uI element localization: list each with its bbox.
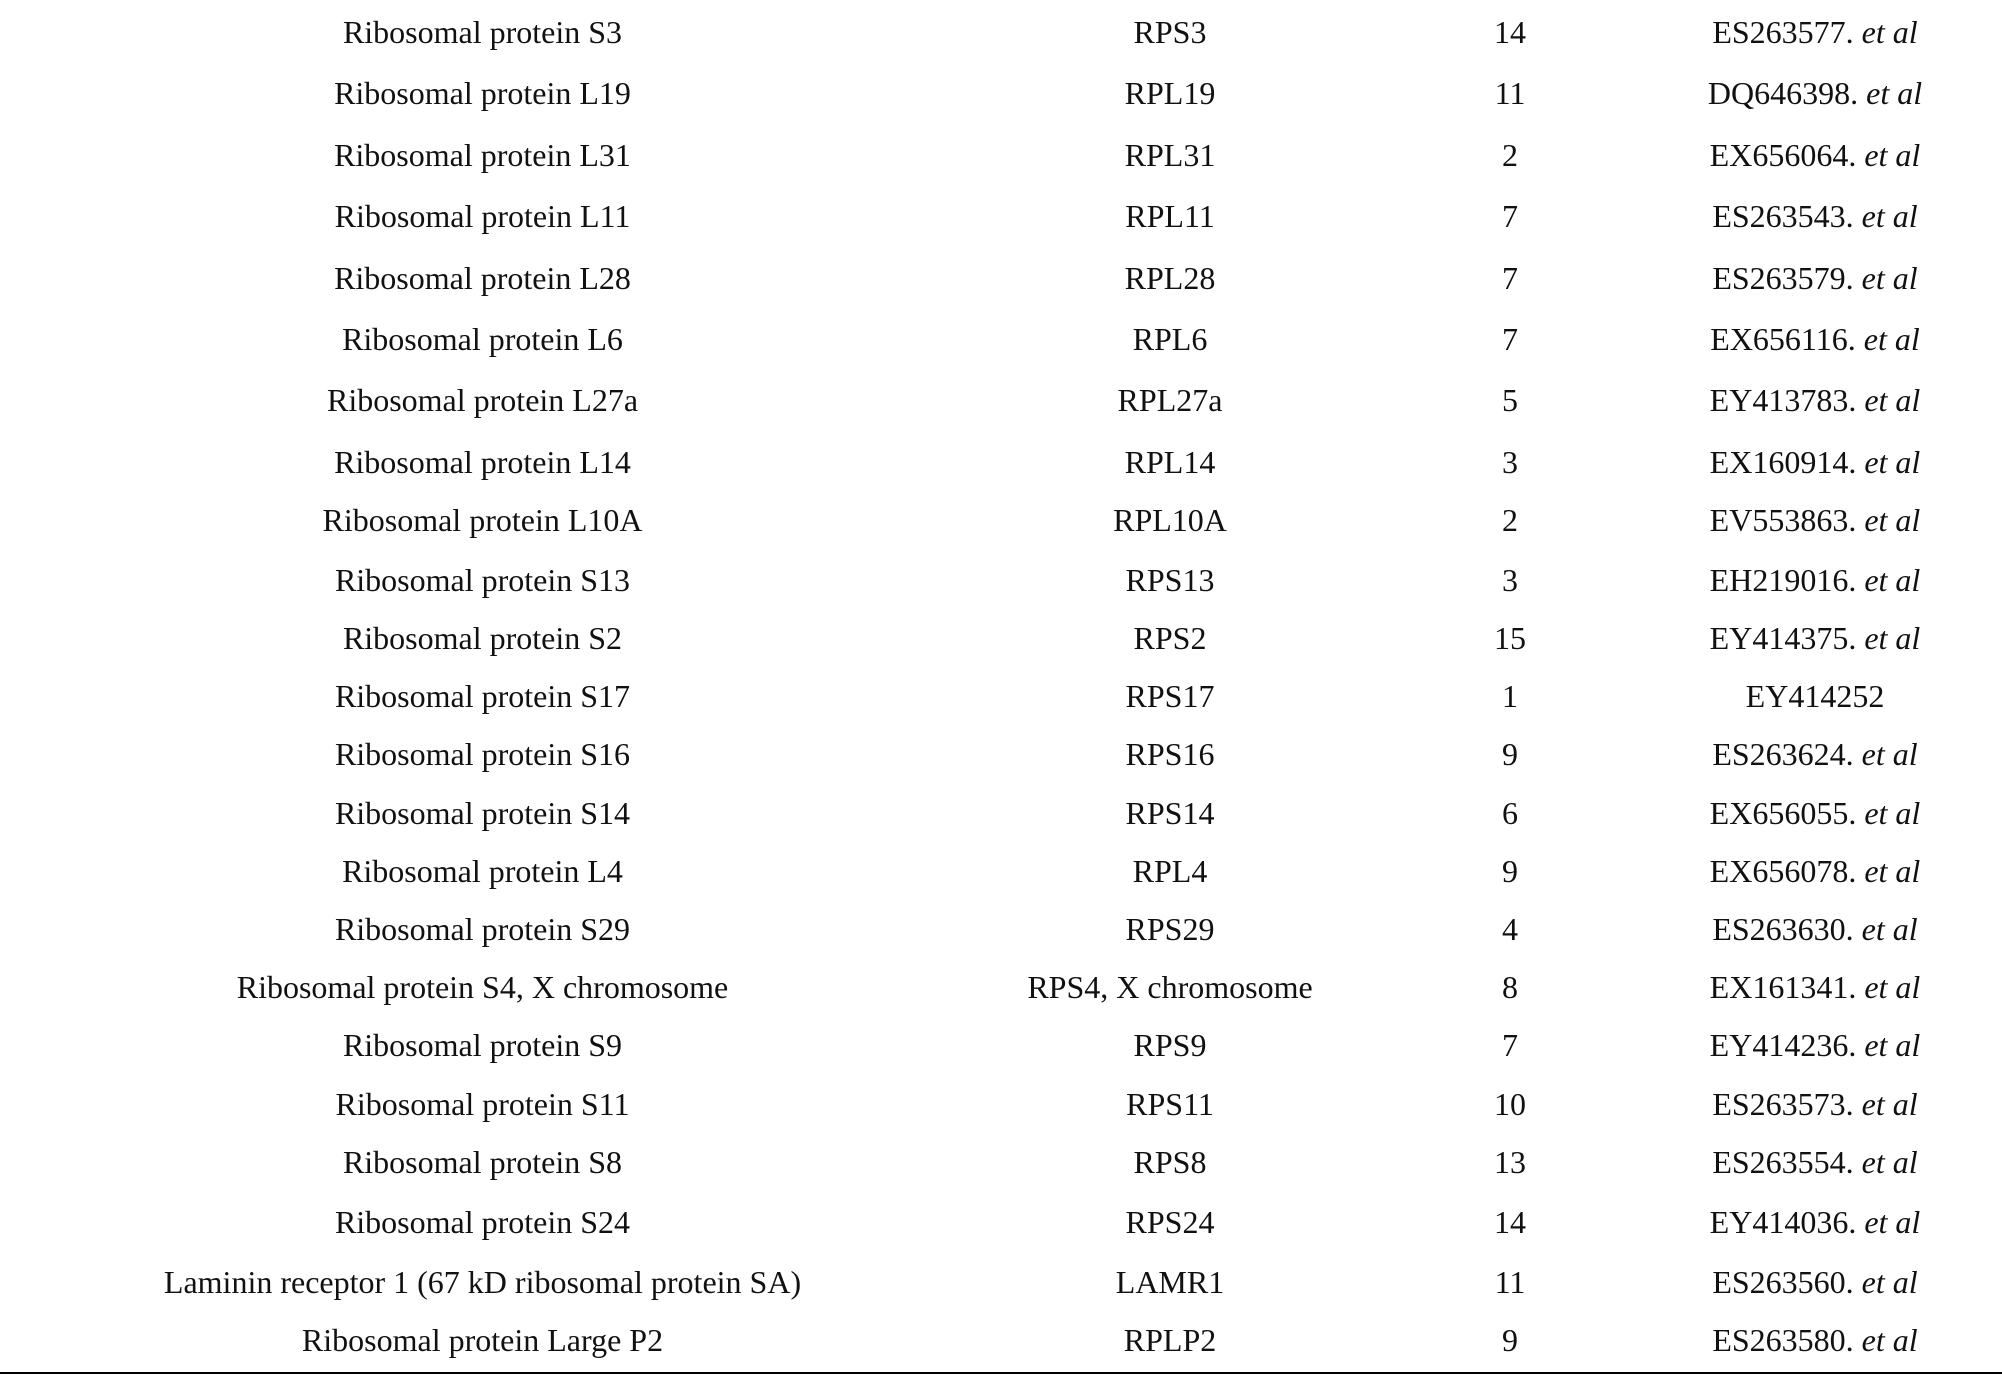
accession-cell [1620,249,2002,307]
accession-number: ES263554. [1712,1144,1854,1180]
est-count: 3 [1502,444,1518,480]
accession-number: EY414375. [1709,620,1857,656]
table-row [0,3,2002,61]
et-al-suffix: et al [1864,502,1921,538]
est-count: 9 [1502,736,1518,772]
gene-symbol: RPS17 [1125,678,1215,714]
accession-number: DQ646398. [1707,75,1859,111]
est-count: 8 [1502,969,1518,1005]
gene-symbol: RPL4 [1132,853,1208,889]
table-bottom-rule [0,1372,2002,1374]
gene-symbol: RPL11 [1125,198,1215,234]
gene-symbol: RPS2 [1133,620,1207,656]
est-count: 11 [1494,1264,1526,1300]
et-al-suffix: et al [1864,382,1921,418]
gene-symbol: RPS3 [1133,14,1207,50]
gene-symbol: LAMR1 [1115,1264,1225,1300]
protein-name: Ribosomal protein Large P2 [301,1322,664,1358]
protein-name: Ribosomal protein L4 [342,853,623,889]
accession-number: ES263577. [1712,14,1854,50]
protein-name: Ribosomal protein S29 [334,911,631,947]
gene-symbol: RPS4, X chromosome [1027,969,1313,1005]
accession-number: ES263630. [1712,911,1854,947]
et-al-suffix: et al [1864,137,1921,173]
table-row [0,433,2002,491]
est-count: 9 [1502,1322,1518,1358]
gene-symbol: RPS29 [1125,911,1215,947]
est-count: 11 [1494,75,1526,111]
gene-symbol: RPS14 [1125,795,1215,831]
table-row [0,1193,2002,1251]
accession-cell [1620,491,2002,549]
table-row [0,900,2002,958]
accession-cell [1620,609,2002,667]
accession-cell [1620,310,2002,368]
accession-number: EY414236. [1709,1027,1857,1063]
est-count: 7 [1502,321,1518,357]
table-row [0,725,2002,783]
accession-cell [1620,784,2002,842]
et-al-suffix: et al [1864,1204,1921,1240]
et-al-suffix: et al [1863,321,1920,357]
accession-number: EX656116. [1710,321,1856,357]
accession-cell [1620,1075,2002,1133]
protein-name: Ribosomal protein S2 [342,620,623,656]
est-count: 13 [1494,1144,1526,1180]
et-al-suffix: et al [1861,1264,1918,1300]
est-count: 14 [1494,14,1526,50]
accession-cell [1620,1016,2002,1074]
accession-number: EY414252 [1745,678,1885,714]
table-row [0,784,2002,842]
accession-number: EX161341. [1709,969,1857,1005]
table-row [0,187,2002,245]
accession-cell [1620,1311,2002,1369]
table-row [0,958,2002,1016]
accession-cell [1620,1193,2002,1251]
table-row [0,842,2002,900]
table-row [0,1311,2002,1369]
est-count: 7 [1502,1027,1518,1063]
gene-symbol: RPS9 [1133,1027,1207,1063]
gene-symbol: RPL19 [1124,75,1216,111]
accession-cell [1620,371,2002,429]
accession-cell [1620,958,2002,1016]
gene-symbol: RPS24 [1125,1204,1215,1240]
est-count: 7 [1502,260,1518,296]
et-al-suffix: et al [1861,1144,1918,1180]
protein-name: Ribosomal protein S17 [334,678,631,714]
table-row [0,371,2002,429]
protein-name: Ribosomal protein S16 [334,736,631,772]
et-al-suffix: et al [1861,911,1918,947]
est-count: 6 [1502,795,1518,831]
gene-symbol: RPS11 [1126,1086,1214,1122]
protein-name: Ribosomal protein L11 [334,198,631,234]
accession-cell [1620,433,2002,491]
accession-number: ES263580. [1712,1322,1854,1358]
table-row [0,249,2002,307]
accession-cell [1620,551,2002,609]
est-count: 10 [1494,1086,1526,1122]
accession-cell [1620,842,2002,900]
protein-name: Ribosomal protein S4, X chromosome [236,969,729,1005]
protein-name: Ribosomal protein L31 [334,137,631,173]
table-row [0,310,2002,368]
accession-number: EY414036. [1709,1204,1857,1240]
et-al-suffix: et al [1864,1027,1921,1063]
est-count: 9 [1502,853,1518,889]
protein-name: Ribosomal protein S3 [342,14,623,50]
accession-cell [1620,3,2002,61]
est-count: 4 [1502,911,1518,947]
accession-number: EX656064. [1709,137,1857,173]
accession-cell [1620,1253,2002,1311]
protein-name: Ribosomal protein L10A [322,502,643,538]
accession-number: EX656055. [1709,795,1857,831]
table-row [0,1253,2002,1311]
protein-name: Ribosomal protein L28 [334,260,631,296]
gene-symbol: RPLP2 [1123,1322,1217,1358]
table-row [0,64,2002,122]
protein-name: Ribosomal protein S11 [335,1086,630,1122]
accession-cell [1620,64,2002,122]
table-row [0,1133,2002,1191]
et-al-suffix: et al [1864,969,1921,1005]
et-al-suffix: et al [1866,75,1923,111]
protein-name: Ribosomal protein S24 [334,1204,631,1240]
et-al-suffix: et al [1864,620,1921,656]
accession-cell [1620,667,2002,725]
accession-cell [1620,187,2002,245]
et-al-suffix: et al [1861,198,1918,234]
gene-symbol: RPS16 [1125,736,1215,772]
et-al-suffix: et al [1861,1322,1918,1358]
accession-cell [1620,126,2002,184]
protein-name: Ribosomal protein L27a [326,382,639,418]
protein-name: Ribosomal protein S9 [342,1027,623,1063]
est-count: 3 [1502,562,1518,598]
protein-name: Ribosomal protein S14 [334,795,631,831]
et-al-suffix: et al [1861,736,1918,772]
est-count: 5 [1502,382,1518,418]
accession-cell [1620,900,2002,958]
accession-number: ES263560. [1712,1264,1854,1300]
accession-number: ES263624. [1712,736,1854,772]
et-al-suffix: et al [1864,795,1921,831]
et-al-suffix: et al [1864,853,1921,889]
table-row [0,1075,2002,1133]
accession-number: ES263573. [1712,1086,1854,1122]
et-al-suffix: et al [1864,562,1921,598]
accession-number: EV553863. [1709,502,1857,538]
est-count: 2 [1502,502,1518,538]
protein-name: Ribosomal protein L19 [334,75,631,111]
gene-symbol: RPL6 [1132,321,1208,357]
et-al-suffix: et al [1864,444,1921,480]
et-al-suffix: et al [1861,260,1918,296]
gene-symbol: RPL10A [1113,502,1227,538]
accession-number: EY413783. [1709,382,1857,418]
est-count: 14 [1494,1204,1526,1240]
est-count: 7 [1502,198,1518,234]
est-count: 15 [1494,620,1526,656]
gene-symbol: RPL14 [1124,444,1216,480]
gene-symbol: RPL27a [1117,382,1223,418]
est-count: 1 [1502,678,1518,714]
accession-number: EH219016. [1709,562,1857,598]
table-row [0,609,2002,667]
table-row [0,667,2002,725]
gene-symbol: RPL31 [1124,137,1216,173]
protein-name: Ribosomal protein L6 [342,321,623,357]
table-row [0,126,2002,184]
protein-name: Ribosomal protein S8 [342,1144,623,1180]
table-row [0,1016,2002,1074]
et-al-suffix: et al [1861,1086,1918,1122]
gene-symbol: RPS8 [1133,1144,1207,1180]
gene-symbol: RPL28 [1124,260,1216,296]
accession-number: ES263543. [1712,198,1854,234]
et-al-suffix: et al [1861,14,1918,50]
accession-number: ES263579. [1712,260,1854,296]
protein-name: Laminin receptor 1 (67 kD ribosomal protein SA) [163,1264,802,1300]
accession-cell [1620,1133,2002,1191]
accession-cell [1620,725,2002,783]
accession-number: EX656078. [1709,853,1857,889]
protein-name: Ribosomal protein L14 [334,444,631,480]
est-count: 2 [1502,137,1518,173]
table-row [0,551,2002,609]
protein-name: Ribosomal protein S13 [334,562,631,598]
gene-symbol: RPS13 [1125,562,1215,598]
accession-number: EX160914. [1709,444,1857,480]
table-row [0,491,2002,549]
